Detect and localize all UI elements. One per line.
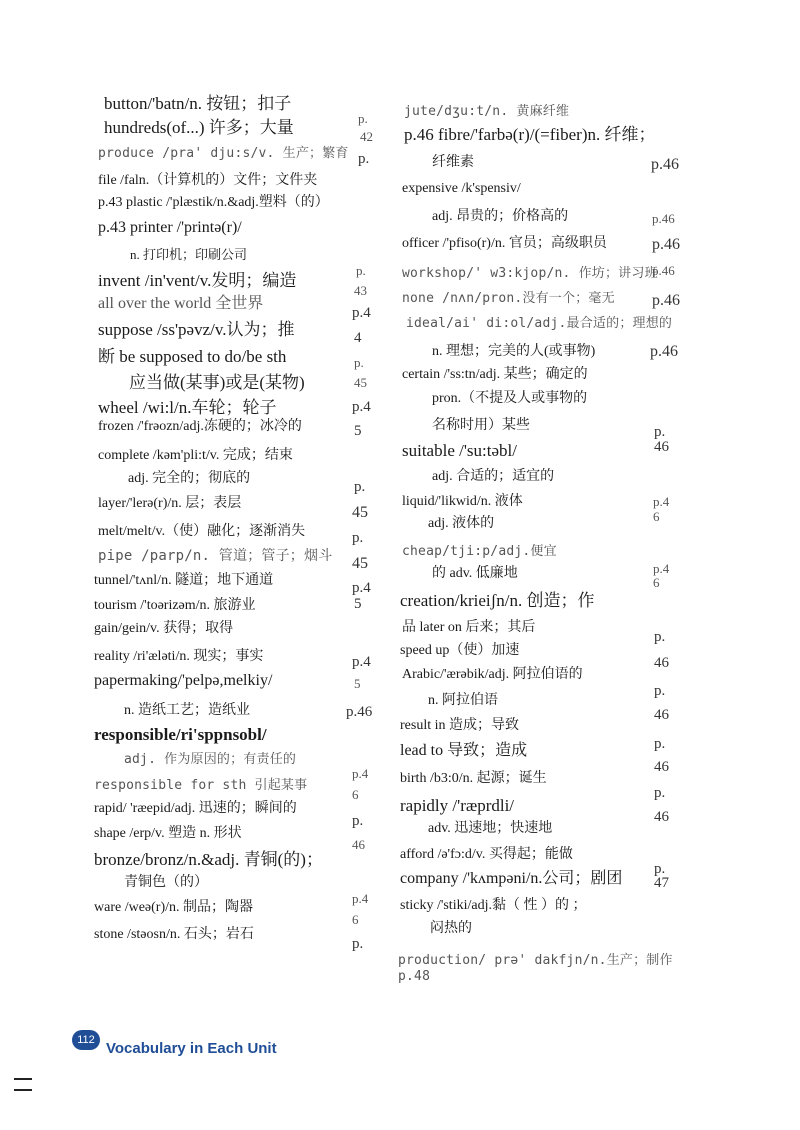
page-ref: 45 (352, 555, 368, 572)
vocab-entry: suitable /'su:təbl/ (402, 441, 517, 460)
vocab-entry: adj. 昂贵的；价格高的 (432, 209, 569, 224)
vocab-entry: responsible/ri'sppnsobl/ (94, 725, 267, 744)
page-ref: 46 (654, 655, 669, 671)
vocab-entry: complete /kəm'pli:t/v. 完成；结束 (98, 448, 293, 463)
vocab-entry: p.43 printer /'printə(r)/ (98, 219, 242, 236)
vocab-entry: tourism /'toərizəm/n. 旅游业 (94, 598, 256, 613)
page-ref: p.46 (346, 704, 373, 720)
vocab-entry: n. 造纸工艺；造纸业 (124, 703, 250, 718)
page-ref: p.46 (652, 263, 675, 278)
corner-mark (14, 1078, 32, 1091)
vocab-entry: p.43 plastic /'plæstik/n.&adj.塑料（的） (98, 195, 329, 210)
page-ref: p. (352, 813, 364, 829)
vocab-entry: pipe /parp/n. 管道；管子；烟斗 (98, 548, 333, 564)
vocab-entry: tunnel/'tʌnl/n. 隧道；地下通道 (94, 573, 274, 588)
footer-title: Vocabulary in Each Unit (106, 1040, 277, 1057)
vocab-entry: ware /weə(r)/n. 制品；陶器 (94, 900, 254, 915)
vocab-entry: button/'batn/n. 按钮；扣子 (104, 94, 292, 113)
page-ref: 46 (654, 439, 669, 455)
vocab-entry: hundreds(of...) 许多；大量 (104, 118, 294, 137)
vocab-entry: file /faln.（计算机的）文件；文件夹 (98, 173, 318, 188)
page-ref: p. (654, 861, 666, 877)
page-ref: p. (654, 683, 666, 699)
page-ref: 5 (354, 596, 362, 612)
vocab-entry: 应当做(某事)或是(某物) (129, 373, 305, 392)
vocab-entry: speed up（使）加速 (400, 643, 520, 658)
vocab-entry: 纤维素 (432, 155, 474, 170)
vocab-entry: lead to 导致；造成 (400, 742, 528, 759)
vocab-entry: 品 later on 后来；其后 (402, 620, 536, 635)
vocab-entry: p.48 (398, 969, 431, 984)
page-ref: p. (354, 479, 366, 495)
page-ref: p.46 (650, 343, 678, 360)
page-ref: 6 (352, 787, 359, 802)
page-number-badge: 112 (72, 1030, 100, 1050)
page-ref: p. (356, 263, 366, 278)
page-ref: 46 (352, 837, 365, 852)
page-ref: p. (354, 355, 364, 370)
page-ref: 46 (654, 707, 669, 723)
vocab-entry: invent /in'vent/v.发明；编造 (98, 271, 297, 290)
page-ref: 42 (360, 129, 373, 144)
page-ref: 6 (653, 509, 660, 524)
page-ref: p.4 (352, 580, 371, 596)
vocab-entry: adv. 迅速地；快速地 (428, 821, 553, 836)
page-ref: p. (358, 151, 370, 167)
page-ref: 43 (354, 283, 367, 298)
vocab-entry: shape /erp/v. 塑造 n. 形状 (94, 826, 242, 841)
page-ref: 6 (653, 575, 660, 590)
page-ref: p. (352, 530, 364, 546)
vocab-entry: layer/'lerə(r)/n. 层；表层 (98, 496, 242, 511)
page-ref: 46 (654, 759, 669, 775)
vocab-entry: pron.（不提及人或事物的 (432, 391, 588, 406)
vocab-entry: afford /ə'fɔ:d/v. 买得起；能做 (400, 847, 573, 862)
vocab-entry: none /nʌn/pron.没有一个；毫无 (402, 291, 615, 306)
page-ref: 45 (354, 375, 367, 390)
vocab-entry: officer /'pfiso(r)/n. 官员；高级职员 (402, 236, 607, 251)
page-ref: 45 (352, 504, 368, 521)
vocab-entry: sticky /'stiki/adj.黏（ 性 ）的 ； (400, 898, 587, 913)
page-ref: p.4 (653, 561, 670, 576)
page-ref: p.4 (352, 305, 371, 321)
page-ref: p.4 (653, 494, 670, 509)
vocab-entry: gain/gein/v. 获得；取得 (94, 621, 234, 636)
vocab-entry: stone /stəosn/n. 石头；岩石 (94, 927, 254, 942)
vocab-entry: bronze/bronz/n.&adj. 青铜(的)； (94, 850, 323, 869)
vocab-entry: Arabic/'ærəbik/adj. 阿拉伯语的 (402, 667, 583, 682)
vocab-entry: adj. 完全的；彻底的 (128, 471, 251, 486)
vocab-entry: responsible for sth 引起某事 (94, 778, 308, 793)
vocab-entry: jute/dʒu:t/n. 黄麻纤维 (404, 104, 570, 119)
vocab-entry: all over the world 全世界 (98, 295, 264, 312)
vocab-entry: company /'kʌmpəni/n.公司；剧团 (400, 870, 623, 887)
vocab-entry: adj. 合适的；适宜的 (432, 469, 555, 484)
vocab-entry: n. 阿拉伯语 (428, 693, 498, 708)
vocab-entry: certain /'ss:tn/adj. 某些；确定的 (402, 367, 588, 382)
vocab-entry: adj. 液体的 (428, 516, 495, 531)
vocab-entry: suppose /ss'pəvz/v.认为；推 (98, 320, 295, 339)
vocab-entry: birth /b3:0/n. 起源；诞生 (400, 771, 547, 786)
vocab-entry: 闷热的 (430, 921, 472, 936)
vocab-entry: melt/melt/v.（使）融化；逐渐消失 (98, 524, 306, 539)
page-ref: 6 (352, 912, 359, 927)
page-ref: 47 (654, 875, 669, 891)
vocab-entry: liquid/'likwid/n. 液体 (402, 494, 523, 509)
page-ref: 4 (354, 330, 362, 346)
vocab-entry: reality /ri'æləti/n. 现实；事实 (94, 649, 264, 664)
vocab-entry: p.46 fibre/'farbə(r)/(=fiber)n. 纤维； (404, 125, 656, 144)
page-ref: p. (654, 629, 666, 645)
vocab-entry: production/ prə' dakfjn/n.生产；制作 (398, 953, 673, 968)
vocab-entry: papermaking/'pelpə,melkiy/ (94, 672, 273, 689)
page-ref: 5 (354, 676, 361, 691)
vocab-entry: n. 打印机；印刷公司 (130, 247, 248, 262)
vocab-entry: 青铜色（的） (124, 875, 208, 890)
page-ref: 5 (354, 423, 362, 439)
page-ref: p. (654, 424, 666, 440)
vocab-entry: ideal/ai' di:ol/adj.最合适的；理想的 (406, 316, 673, 331)
vocab-entry: adj. 作为原因的；有责任的 (124, 752, 297, 767)
vocab-entry: wheel /wi:l/n.车轮；轮子 (98, 398, 277, 417)
page-ref: p. (654, 785, 666, 801)
vocab-entry: produce /pra' dju:s/v. 生产；繁育 (98, 146, 349, 161)
vocab-entry: workshop/' w3:kjop/n. 作坊；讲习班 (402, 266, 658, 281)
page-ref: p.46 (652, 211, 675, 226)
page-ref: 46 (654, 809, 669, 825)
page-ref: p.4 (352, 766, 369, 781)
vocab-entry: result in 造成；导致 (400, 718, 519, 733)
vocab-entry: n. 理想；完美的人(或事物) (432, 344, 596, 359)
page-ref: p.46 (651, 156, 679, 173)
page-ref: p.4 (352, 399, 371, 415)
page-ref: p. (654, 736, 666, 752)
page-ref: p.4 (352, 891, 369, 906)
page-ref: p.46 (652, 236, 680, 253)
vocab-entry: rapid/ 'ræepid/adj. 迅速的；瞬间的 (94, 801, 297, 816)
vocab-entry: creation/krieiʃn/n. 创造；作 (400, 591, 595, 610)
page-ref: p. (352, 936, 364, 952)
vocab-entry: frozen /'frəozn/adj.冻硬的；冰冷的 (98, 419, 302, 434)
page-ref: p.4 (352, 654, 371, 670)
vocab-entry: 名称时用）某些 (432, 418, 530, 433)
vocab-entry: 断 be supposed to do/be sth (98, 347, 287, 366)
vocab-entry: 的 adv. 低廉地 (432, 566, 518, 581)
page-ref: p.46 (652, 292, 680, 309)
vocab-entry: rapidly /'ræprdli/ (400, 796, 515, 815)
vocab-entry: cheap/tji:p/adj.便宜 (402, 544, 557, 559)
page-ref: p. (358, 111, 368, 126)
vocab-entry: expensive /k'spensiv/ (402, 181, 521, 196)
